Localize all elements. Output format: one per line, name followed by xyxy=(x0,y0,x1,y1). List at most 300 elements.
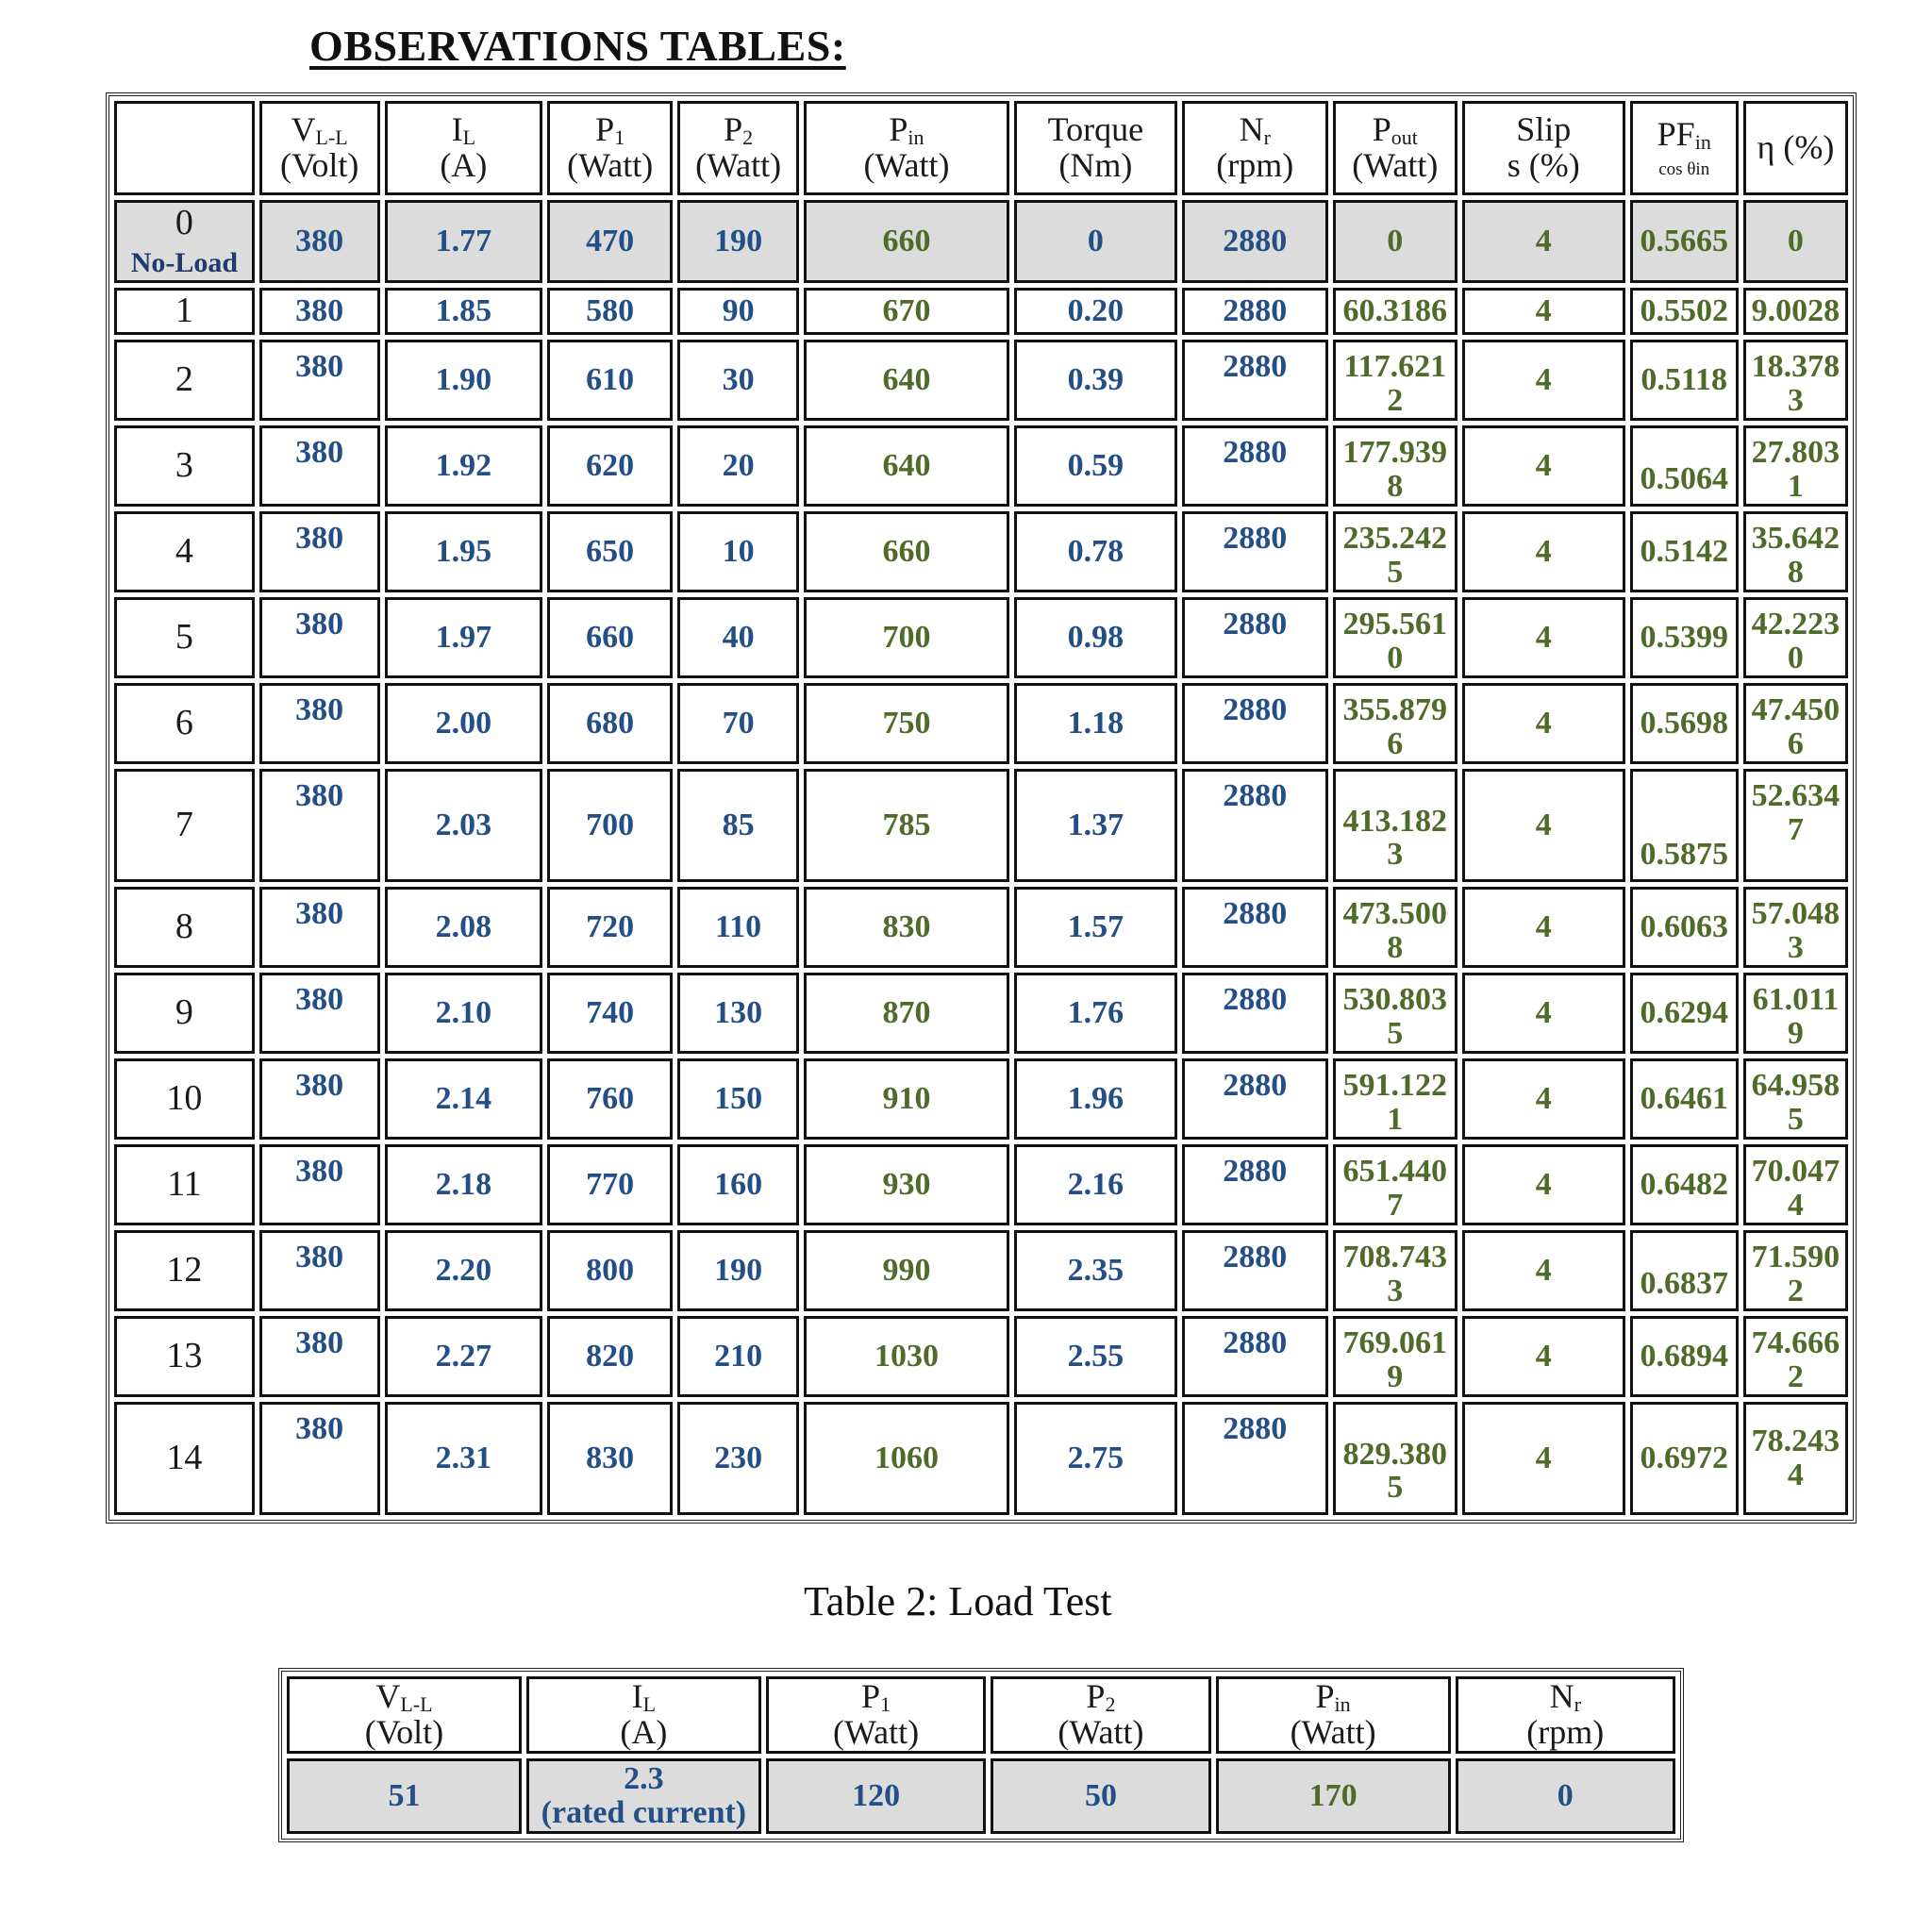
pin-cell-value: 700 xyxy=(882,620,931,656)
speed-cell-value: 2880 xyxy=(1223,607,1288,641)
column-header xyxy=(1333,101,1457,195)
p2-cell-value: 10 xyxy=(722,534,755,570)
current-cell-value: 2.18 xyxy=(435,1167,492,1203)
pin-cell-value: 1060 xyxy=(874,1441,939,1476)
p1-cell xyxy=(547,1402,673,1515)
voltage-cell-value: 380 xyxy=(295,1068,344,1103)
voltage-cell xyxy=(259,1230,380,1311)
voltage-cell xyxy=(259,1402,380,1515)
torque-cell xyxy=(1014,1402,1177,1515)
row-number-value: 14 xyxy=(166,1438,203,1478)
speed-cell xyxy=(1182,1058,1328,1140)
pf-cell xyxy=(1630,1402,1739,1515)
speed-cell-value: 2880 xyxy=(1223,349,1288,384)
slip-cell xyxy=(1462,973,1625,1054)
pout-cell-value: 708.7433 xyxy=(1342,1240,1448,1308)
current-cell-value: 2.00 xyxy=(435,706,492,741)
current-cell xyxy=(385,1402,543,1515)
efficiency-cell xyxy=(1743,683,1848,764)
pf-cell-value: 0.5665 xyxy=(1640,224,1728,259)
speed-cell-value: 2880 xyxy=(1223,435,1288,470)
pf-cell xyxy=(1630,887,1739,968)
speed-cell xyxy=(1182,425,1328,507)
efficiency-cell xyxy=(1743,425,1848,507)
efficiency-cell-value: 9.0028 xyxy=(1751,293,1840,329)
torque-cell-value: 1.76 xyxy=(1067,995,1124,1031)
torque-cell-value: 2.16 xyxy=(1067,1167,1124,1203)
efficiency-cell xyxy=(1743,973,1848,1054)
column-header xyxy=(526,1676,761,1754)
pf-cell-value: 0.5698 xyxy=(1640,706,1728,741)
pout-cell-value: 177.9398 xyxy=(1342,435,1448,504)
speed-cell-value: 0 xyxy=(1557,1778,1574,1814)
no-load-label: No-Load xyxy=(130,247,239,279)
voltage-cell-value: 380 xyxy=(295,521,344,556)
efficiency-cell xyxy=(1743,200,1848,283)
p1-cell xyxy=(547,1058,673,1140)
speed-cell-value: 2880 xyxy=(1223,1325,1288,1360)
p2-cell xyxy=(677,973,799,1054)
speed-cell-value: 2880 xyxy=(1223,896,1288,931)
efficiency-cell-value: 71.5902 xyxy=(1751,1240,1840,1308)
pin-cell-value: 930 xyxy=(882,1167,931,1203)
p2-cell xyxy=(677,1144,799,1225)
voltage-cell-value: 51 xyxy=(388,1778,421,1814)
pf-cell xyxy=(1630,683,1739,764)
table-caption: Table 2: Load Test xyxy=(804,1578,1112,1624)
speed-cell xyxy=(1182,973,1328,1054)
pf-cell-value: 0.5118 xyxy=(1641,362,1728,398)
p1-cell-value: 720 xyxy=(586,909,635,945)
row-number-value: 4 xyxy=(175,531,193,572)
efficiency-cell-value: 52.6347 xyxy=(1751,778,1840,847)
voltage-cell xyxy=(259,288,380,335)
pf-cell xyxy=(1630,288,1739,335)
p1-cell-value: 740 xyxy=(586,995,635,1031)
p2-cell xyxy=(677,511,799,592)
row-number-value: 9 xyxy=(175,992,193,1033)
header-unit: (Watt) xyxy=(695,146,782,185)
slip-cell xyxy=(1462,1230,1625,1311)
header-main: Slip xyxy=(1516,110,1572,149)
efficiency-cell xyxy=(1743,340,1848,421)
row-number xyxy=(114,288,255,335)
current-cell xyxy=(385,1230,543,1311)
rated-current-note: (rated current) xyxy=(541,1794,747,1830)
torque-cell-value: 2.75 xyxy=(1067,1441,1124,1476)
header-main: P xyxy=(861,1677,881,1715)
speed-cell xyxy=(1182,1230,1328,1311)
p2-cell xyxy=(677,200,799,283)
speed-cell-value: 2880 xyxy=(1223,982,1288,1017)
p2-cell-value: 150 xyxy=(714,1081,763,1117)
pf-cell-value: 0.5064 xyxy=(1640,461,1728,497)
torque-cell xyxy=(1014,683,1177,764)
p1-cell xyxy=(547,1316,673,1397)
pin-cell-value: 910 xyxy=(882,1081,931,1117)
pout-cell-value: 413.1823 xyxy=(1342,803,1448,873)
slip-cell-value: 4 xyxy=(1535,1339,1552,1374)
slip-cell xyxy=(1462,425,1625,507)
voltage-cell-value: 380 xyxy=(295,224,344,259)
torque-cell-value: 1.18 xyxy=(1067,706,1124,741)
torque-cell xyxy=(1014,340,1177,421)
current-cell xyxy=(385,1316,543,1397)
header-unit: (Watt) xyxy=(833,1713,920,1752)
efficiency-cell xyxy=(1743,1230,1848,1311)
row-number xyxy=(114,1144,255,1225)
column-header xyxy=(1462,101,1625,195)
pout-cell xyxy=(1333,1144,1457,1225)
header-subscript: 2 xyxy=(1105,1692,1116,1716)
current-cell-value: 2.10 xyxy=(435,995,492,1031)
current-cell-value: 1.90 xyxy=(435,362,492,398)
p2-cell-value: 210 xyxy=(714,1339,763,1374)
header-unit: (Nm) xyxy=(1058,146,1133,184)
speed-cell xyxy=(1182,340,1328,421)
pin-cell-value: 1030 xyxy=(874,1339,939,1374)
torque-cell xyxy=(1014,1058,1177,1140)
row-number-value: 10 xyxy=(166,1078,203,1119)
pf-cell xyxy=(1630,200,1739,283)
pf-cell-value: 0.5875 xyxy=(1640,837,1728,873)
pin-cell-value: 830 xyxy=(882,909,931,945)
row-number xyxy=(114,340,255,421)
pout-cell xyxy=(1333,288,1457,335)
efficiency-cell xyxy=(1743,1058,1848,1140)
pin-cell xyxy=(804,683,1009,764)
table-row xyxy=(114,973,1848,1054)
pf-cell xyxy=(1630,340,1739,421)
pout-cell-value: 769.0619 xyxy=(1342,1325,1448,1394)
table-row xyxy=(114,887,1848,968)
pin-cell-value: 990 xyxy=(882,1253,931,1289)
p1-cell xyxy=(547,340,673,421)
column-header xyxy=(385,101,543,195)
pout-cell xyxy=(1333,1402,1457,1515)
voltage-cell xyxy=(259,1316,380,1397)
header-subscript: 1 xyxy=(614,125,625,150)
column-header xyxy=(1630,101,1739,195)
p2-cell-value: 85 xyxy=(722,808,755,843)
table-row xyxy=(114,1058,1848,1140)
pin-cell xyxy=(804,1144,1009,1225)
row-number-value: 13 xyxy=(166,1336,203,1376)
torque-cell xyxy=(1014,200,1177,283)
row-number xyxy=(114,887,255,968)
row-number xyxy=(114,425,255,507)
current-cell xyxy=(526,1758,761,1834)
p1-cell xyxy=(547,200,673,283)
speed-cell xyxy=(1182,769,1328,882)
header-main: I xyxy=(631,1677,643,1715)
p2-cell xyxy=(677,1230,799,1311)
voltage-cell xyxy=(259,425,380,507)
row-number xyxy=(114,1058,255,1140)
pout-cell xyxy=(1333,340,1457,421)
current-cell xyxy=(385,973,543,1054)
p1-cell-value: 760 xyxy=(586,1081,635,1117)
efficiency-cell-value: 47.4506 xyxy=(1751,692,1840,761)
speed-cell-value: 2880 xyxy=(1223,778,1288,813)
voltage-cell xyxy=(259,769,380,882)
row-number-value: 2 xyxy=(175,359,193,400)
pf-cell xyxy=(1630,597,1739,678)
pf-cell xyxy=(1630,973,1739,1054)
p2-cell-value: 40 xyxy=(722,620,755,656)
efficiency-cell xyxy=(1743,1402,1848,1515)
pin-cell xyxy=(804,1316,1009,1397)
header-unit: (rpm) xyxy=(1526,1713,1605,1752)
voltage-cell xyxy=(259,511,380,592)
p2-cell xyxy=(677,1402,799,1515)
header-subscript: L-L xyxy=(400,1692,433,1716)
pf-cell-value: 0.6482 xyxy=(1640,1167,1728,1203)
row-number xyxy=(114,200,255,283)
p1-cell-value: 620 xyxy=(586,448,635,484)
p2-cell-value: 130 xyxy=(714,995,763,1031)
p1-cell-value: 800 xyxy=(586,1253,635,1289)
row-number xyxy=(114,1316,255,1397)
column-header xyxy=(804,101,1009,195)
row-number-value: 1 xyxy=(175,291,193,331)
pin-cell-value: 670 xyxy=(882,293,931,329)
row-number-value: 6 xyxy=(175,703,193,743)
pin-cell xyxy=(804,1230,1009,1311)
column-header xyxy=(259,101,380,195)
efficiency-cell-value: 27.8031 xyxy=(1751,435,1840,504)
current-cell-value: 1.95 xyxy=(435,534,492,570)
speed-cell xyxy=(1182,511,1328,592)
pout-cell-value: 829.3805 xyxy=(1342,1436,1448,1506)
efficiency-cell xyxy=(1743,1316,1848,1397)
torque-cell-value: 0.59 xyxy=(1067,448,1124,484)
speed-cell xyxy=(1182,1144,1328,1225)
speed-cell xyxy=(1456,1758,1675,1834)
current-cell xyxy=(385,597,543,678)
pf-cell-value: 0.6837 xyxy=(1640,1266,1728,1302)
table-row xyxy=(114,1144,1848,1225)
pin-cell-value: 785 xyxy=(882,808,931,843)
pf-cell-value: 0.5142 xyxy=(1640,534,1728,570)
efficiency-cell-value: 61.0119 xyxy=(1752,982,1840,1051)
pout-cell-value: 295.5610 xyxy=(1342,607,1448,675)
slip-cell xyxy=(1462,200,1625,283)
pf-cell xyxy=(1630,511,1739,592)
pin-cell xyxy=(804,1402,1009,1515)
speed-cell xyxy=(1182,597,1328,678)
voltage-cell-value: 380 xyxy=(295,982,344,1017)
pin-cell xyxy=(804,200,1009,283)
row-number xyxy=(114,973,255,1054)
p1-cell xyxy=(547,425,673,507)
p2-cell xyxy=(677,340,799,421)
row-number xyxy=(114,511,255,592)
pin-cell xyxy=(804,769,1009,882)
pout-cell xyxy=(1333,200,1457,283)
current-cell-value: 1.85 xyxy=(435,293,492,329)
header-main: P xyxy=(1086,1677,1106,1715)
table-row xyxy=(287,1758,1675,1834)
pout-cell xyxy=(1333,887,1457,968)
header-unit: (Watt) xyxy=(1058,1713,1144,1752)
p2-cell xyxy=(677,597,799,678)
slip-cell xyxy=(1462,340,1625,421)
column-header xyxy=(1743,101,1848,195)
p1-cell-value: 820 xyxy=(586,1339,635,1374)
pin-cell xyxy=(804,597,1009,678)
voltage-cell-value: 380 xyxy=(295,692,344,727)
p1-cell xyxy=(547,1230,673,1311)
voltage-cell-value: 380 xyxy=(295,293,344,329)
slip-cell-value: 4 xyxy=(1535,909,1552,945)
p1-cell-value: 650 xyxy=(586,534,635,570)
column-header xyxy=(766,1676,986,1754)
speed-cell-value: 2880 xyxy=(1223,224,1288,259)
header-main: P xyxy=(595,110,615,149)
header-unit: (Volt) xyxy=(364,1713,444,1752)
voltage-cell xyxy=(287,1758,522,1834)
column-header xyxy=(1014,101,1177,195)
efficiency-cell-value: 57.0483 xyxy=(1751,896,1840,965)
pin-cell-value: 660 xyxy=(882,224,931,259)
slip-cell xyxy=(1462,1402,1625,1515)
header-unit: (Volt) xyxy=(279,146,359,185)
p2-cell-value: 20 xyxy=(722,448,755,484)
pout-cell-value: 591.1221 xyxy=(1342,1068,1448,1137)
header-unit: (Watt) xyxy=(1290,1713,1376,1752)
p1-cell xyxy=(547,288,673,335)
header-main: P xyxy=(889,110,908,149)
current-cell-value: 2.27 xyxy=(435,1339,492,1374)
column-header xyxy=(287,1676,522,1754)
table-row xyxy=(114,200,1848,283)
slip-cell-value: 4 xyxy=(1535,293,1552,329)
voltage-cell xyxy=(259,200,380,283)
column-header xyxy=(1456,1676,1675,1754)
pout-cell xyxy=(1333,683,1457,764)
pout-cell-value: 235.2425 xyxy=(1342,521,1448,590)
p2-cell xyxy=(991,1758,1210,1834)
slip-cell xyxy=(1462,887,1625,968)
pout-cell xyxy=(1333,769,1457,882)
table-row xyxy=(114,1230,1848,1311)
p1-cell xyxy=(547,769,673,882)
voltage-cell-value: 380 xyxy=(295,1154,344,1189)
efficiency-cell xyxy=(1743,887,1848,968)
slip-cell-value: 4 xyxy=(1535,808,1552,843)
speed-cell xyxy=(1182,288,1328,335)
pf-cell-value: 0.6063 xyxy=(1640,909,1728,945)
load-test-table xyxy=(106,92,1857,1524)
pin-cell-value: 660 xyxy=(882,534,931,570)
p2-cell-value: 110 xyxy=(715,909,762,945)
column-header xyxy=(991,1676,1210,1754)
p1-cell-value: 830 xyxy=(586,1441,635,1476)
speed-cell-value: 2880 xyxy=(1223,521,1288,556)
slip-cell-value: 4 xyxy=(1535,448,1552,484)
current-cell-value: 2.03 xyxy=(435,808,492,843)
row-number xyxy=(114,769,255,882)
slip-cell xyxy=(1462,597,1625,678)
speed-cell-value: 2880 xyxy=(1223,293,1288,329)
header-subscript: 1 xyxy=(880,1692,891,1716)
p1-cell xyxy=(547,511,673,592)
p1-cell-value: 660 xyxy=(586,620,635,656)
header-subscript: L xyxy=(642,1692,657,1716)
p1-cell-value: 580 xyxy=(586,293,635,329)
header-main: V xyxy=(375,1677,401,1715)
pin-cell xyxy=(1216,1758,1451,1834)
header-main: Torque xyxy=(1047,110,1144,149)
table-row xyxy=(114,1402,1848,1515)
current-cell xyxy=(385,200,543,283)
p1-cell xyxy=(766,1758,986,1834)
pout-cell xyxy=(1333,1058,1457,1140)
pout-cell-value: 530.8035 xyxy=(1342,982,1448,1051)
p1-cell xyxy=(547,887,673,968)
table-row xyxy=(114,769,1848,882)
pf-cell xyxy=(1630,425,1739,507)
slip-cell-value: 4 xyxy=(1535,1167,1552,1203)
pf-cell-value: 0.6972 xyxy=(1640,1441,1728,1476)
slip-cell xyxy=(1462,769,1625,882)
column-header xyxy=(1216,1676,1451,1754)
pin-cell-value: 170 xyxy=(1308,1778,1357,1814)
table-row xyxy=(114,340,1848,421)
row-number-value: 11 xyxy=(167,1164,202,1205)
voltage-cell xyxy=(259,1144,380,1225)
pf-cell-value: 0.6894 xyxy=(1640,1339,1728,1374)
current-cell-value: 1.92 xyxy=(435,448,492,484)
pout-cell-value: 473.5008 xyxy=(1342,896,1448,965)
pout-cell-value: 117.6212 xyxy=(1343,349,1447,418)
pf-cell xyxy=(1630,1230,1739,1311)
efficiency-cell-value: 42.2230 xyxy=(1751,607,1840,675)
torque-cell-value: 0 xyxy=(1087,224,1104,259)
pf-cell-value: 0.6294 xyxy=(1640,995,1728,1031)
p2-cell xyxy=(677,769,799,882)
efficiency-cell xyxy=(1743,288,1848,335)
pout-cell xyxy=(1333,425,1457,507)
p2-cell-value: 50 xyxy=(1084,1778,1117,1814)
row-number xyxy=(114,1230,255,1311)
header-main: η (%) xyxy=(1757,128,1835,167)
torque-cell-value: 1.57 xyxy=(1067,909,1124,945)
p2-cell-value: 230 xyxy=(714,1441,763,1476)
voltage-cell-value: 380 xyxy=(295,349,344,384)
speed-cell-value: 2880 xyxy=(1223,1411,1288,1446)
pin-cell xyxy=(804,340,1009,421)
torque-cell-value: 1.37 xyxy=(1067,808,1124,843)
torque-cell xyxy=(1014,1316,1177,1397)
torque-cell xyxy=(1014,288,1177,335)
current-cell xyxy=(385,425,543,507)
table-row xyxy=(114,683,1848,764)
efficiency-cell xyxy=(1743,769,1848,882)
p1-cell-value: 470 xyxy=(586,224,635,259)
current-cell xyxy=(385,340,543,421)
efficiency-cell-value: 18.3783 xyxy=(1751,349,1840,418)
torque-cell-value: 0.39 xyxy=(1067,362,1124,398)
torque-cell xyxy=(1014,1230,1177,1311)
pout-cell xyxy=(1333,1316,1457,1397)
torque-cell-value: 0.20 xyxy=(1067,293,1124,329)
pf-cell-value: 0.5502 xyxy=(1640,293,1728,329)
pf-cell xyxy=(1630,1144,1739,1225)
p2-cell xyxy=(677,1316,799,1397)
slip-cell xyxy=(1462,511,1625,592)
